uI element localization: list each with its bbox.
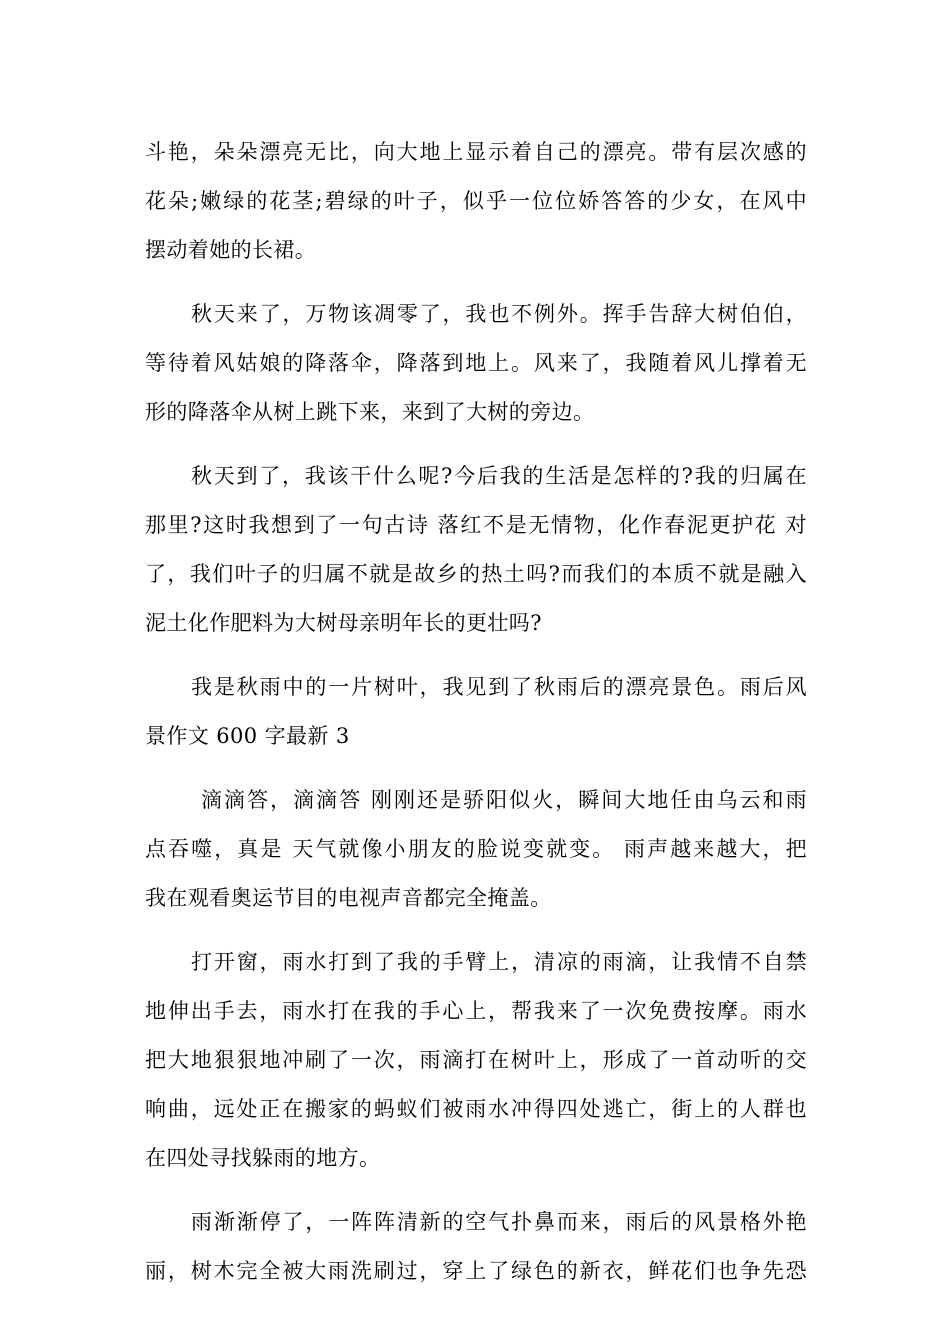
text-line: 泥土化作肥料为大树母亲明年长的更壮吗? [145, 611, 542, 635]
text-line: 斗艳，朵朵漂亮无比，向大地上显示着自己的漂亮。带有层次感的 [145, 140, 807, 164]
text-line: 形的降落伞从树上跳下来，来到了大树的旁边。 [145, 400, 595, 424]
paragraph [145, 452, 807, 648]
text-line: 雨渐渐停了，一阵阵清新的空气扑鼻而来，雨后的风景格外艳 [191, 1210, 807, 1234]
text-line: 了，我们叶子的归属不就是故乡的热土吗?而我们的本质不就是融入 [145, 562, 807, 586]
text-line: 摆动着她的长裙。 [145, 238, 317, 262]
paragraph [145, 776, 807, 923]
text-line: 我是秋雨中的一片树叶，我见到了秋雨后的漂亮景色。雨后风 [191, 675, 807, 699]
text-line: 景作文 600 字最新 3 [145, 724, 350, 748]
text-line: 滴滴答，滴滴答 刚刚还是骄阳似火，瞬间大地任由乌云和雨 [201, 788, 807, 812]
text-line: 地伸出手去，雨水打在我的手心上，帮我来了一次免费按摩。雨水 [145, 999, 807, 1023]
text-line: 把大地狠狠地冲刷了一次，雨滴打在树叶上，形成了一首动听的交 [145, 1048, 807, 1072]
text-line: 丽，树木完全被大雨洗刷过，穿上了绿色的新衣，鲜花们也争先恐 [145, 1259, 807, 1283]
paragraph [145, 290, 807, 437]
paragraph [145, 1198, 807, 1296]
text-line: 花朵;嫩绿的花茎;碧绿的叶子，似乎一位位娇答答的少女，在风中 [145, 189, 807, 213]
document-page [145, 128, 807, 1296]
paragraph [145, 663, 807, 761]
paragraph [145, 938, 807, 1183]
text-line: 打开窗，雨水打到了我的手臂上，清凉的雨滴，让我情不自禁 [191, 950, 807, 974]
text-line: 响曲，远处正在搬家的蚂蚁们被雨水冲得四处逃亡，街上的人群也 [145, 1097, 807, 1121]
text-line: 秋天到了，我该干什么呢?今后我的生活是怎样的?我的归属在 [191, 464, 807, 488]
text-line: 那里?这时我想到了一句古诗 落红不是无情物，化作春泥更护花 对 [145, 513, 807, 537]
paragraph [145, 128, 807, 275]
text-line: 点吞噬，真是 天气就像小朋友的脸说变就变。 雨声越来越大，把 [145, 837, 807, 861]
text-line: 我在观看奥运节目的电视声音都完全掩盖。 [145, 886, 552, 910]
text-line: 等待着风姑娘的降落伞，降落到地上。风来了，我随着风儿撑着无 [145, 351, 807, 375]
text-line: 在四处寻找躲雨的地方。 [145, 1146, 381, 1170]
text-line: 秋天来了，万物该凋零了，我也不例外。挥手告辞大树伯伯， [191, 302, 807, 326]
